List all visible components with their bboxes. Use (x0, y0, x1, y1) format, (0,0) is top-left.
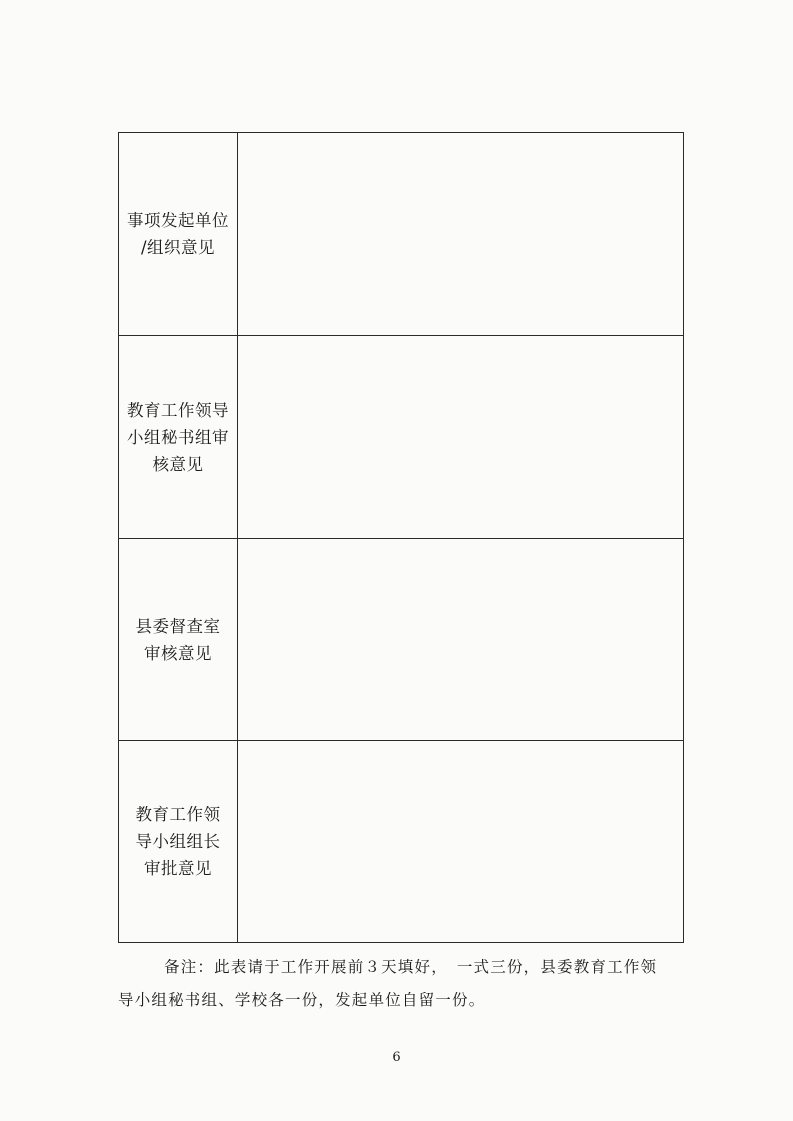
row-label-initiator (119, 133, 238, 336)
form-row-leader-approval (119, 741, 684, 943)
row-label-leader (119, 741, 238, 943)
opinion-field-initiator[interactable] (238, 133, 684, 336)
row-label-line: /组织意见 (140, 238, 216, 257)
row-label-line: 审批意见 (144, 859, 212, 878)
row-label-secretariat (119, 336, 238, 539)
row-label-line: 导小组组长 (135, 832, 221, 851)
opinion-field-supervision[interactable] (238, 539, 684, 741)
row-label-line: 审核意见 (144, 643, 212, 663)
form-row-initiator-opinion (119, 133, 684, 336)
row-label-line: 教育工作领 (135, 805, 221, 824)
opinion-field-secretariat[interactable] (238, 336, 684, 539)
row-label-line: 小组秘书组审 (127, 427, 229, 447)
approval-form-table (118, 132, 684, 943)
form-row-secretariat-review (119, 336, 684, 539)
footnote (118, 951, 698, 1017)
row-label-line: 事项发起单位 (127, 211, 229, 230)
row-label-line: 县委督查室 (135, 616, 221, 636)
form-row-supervision-review (119, 539, 684, 741)
footnote-line: 导小组秘书组、学校各一份，发起单位自留一份。 (118, 991, 486, 1009)
row-label-line: 核意见 (152, 454, 204, 474)
row-label-line: 教育工作领导 (127, 400, 229, 420)
opinion-field-leader[interactable] (238, 741, 684, 943)
footnote-line: 备注：此表请于工作开展前３天填好， 一式三份，县委教育工作领 (164, 958, 658, 976)
page-number: 6 (392, 1050, 401, 1065)
row-label-supervision (119, 539, 238, 741)
